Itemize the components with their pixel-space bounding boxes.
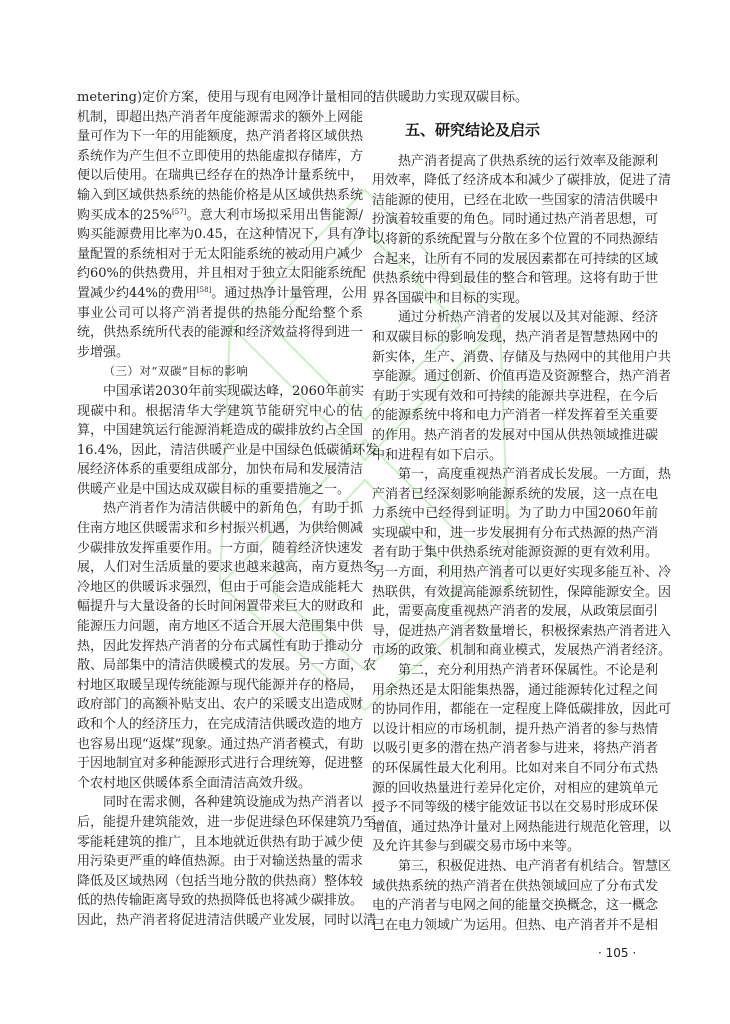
text-line: 中国承诺2030年前实现碳达峰，2060年前实 <box>103 383 365 399</box>
paragraph <box>372 88 658 108</box>
text-line: 洁能源的使用，已经在北欧一些国家的清洁供暖中 <box>372 192 659 208</box>
text-line: 有助于实现有效和可持续的能源共享进程，在今后 <box>372 388 659 404</box>
text-line: 电的产消者与电网之间的能量交换概念，这一概念 <box>372 898 659 914</box>
text-line: 的协同作用，都能在一定程度上降低碳排放，因此可 <box>372 702 672 718</box>
text-line: 展经济体系的重要组成部分，加快布局和发展清洁 <box>77 462 364 478</box>
text-line: 政和个人的经济压力，在完成清洁供暖改造的地方 <box>77 717 364 732</box>
text-line: 用余热还是太阳能集热器，通过能源转化过程之间 <box>372 682 659 698</box>
paragraph <box>372 308 672 465</box>
text-line: 以设计相应的市场机制，提升热产消者的参与热情 <box>372 721 659 737</box>
text-line: 机制，即超出热产消者年度能源需求的额外上网能 <box>77 109 364 125</box>
text-line: 增值，通过热净计量对上网热能进行规范化管理，以 <box>372 819 672 835</box>
text-line: 算，中国建筑运行能源消耗造成的碳排放约占全国 <box>77 423 364 439</box>
text-line: 能源压力问题，南方地区不适合开展大范围集中供 <box>77 619 364 635</box>
text-line: 住南方地区供暖需求和乡村振兴机遇，为供给侧减 <box>77 521 364 537</box>
text-line: 因此，热产消者将促进清洁供暖产业发展，同时以清 <box>77 912 377 928</box>
text-line: 的作用。热产消者的发展对中国从供热领域推进碳 <box>372 427 659 443</box>
text-line: 以将新的系统配置与分散在多个位置的不同热源结 <box>372 231 659 247</box>
text-line: 幅提升与大量设备的长时间闲置带来巨大的财政和 <box>77 599 364 615</box>
text-line: 供暖产业是中国达成双碳目标的重要措施之一。 <box>77 481 351 497</box>
text-line: 及允许其参与到碳交易市场中来等。 <box>372 839 581 855</box>
text-line: 冷地区的供暖诉求强烈，但由于可能会造成能耗大 <box>77 579 364 595</box>
paragraph <box>77 382 379 500</box>
text-line: 热产消者提高了供热系统的运行效率及能源利 <box>398 153 659 169</box>
text-line: 现碳中和。根据清华大学建筑节能研究中心的估 <box>77 403 363 419</box>
paragraph <box>372 857 672 935</box>
text-line: 通过分析热产消者的发展以及其对能源、经济 <box>398 310 659 326</box>
text-line: 降低及区域热网（包括当地分散的供热商）整体较 <box>77 873 364 889</box>
text-line: 零能耗建筑的推广，且本地就近供热有助于减少使 <box>77 834 364 850</box>
text-line: 享能源。通过创新、价值再造及资源整合，热产消者 <box>372 369 672 385</box>
text-line: 热联供，有效提高能源系统韧性，保障能源安全。因 <box>372 584 672 600</box>
text-line: 输入到区域供热系统的热能价格是从区域供热系统 <box>77 187 364 203</box>
text-line: 源的回收热量进行差异化定价，对相应的建筑单元 <box>372 780 659 796</box>
text-line: 此，需要高度重视热产消者的发展，从政策层面引 <box>372 604 659 620</box>
paragraph <box>77 499 377 793</box>
text-line: 以吸引更多的潜在热产消者参与进来，将热产消者 <box>372 741 659 757</box>
text-line: 用污染更严重的峰值热源。由于对输送热量的需求 <box>77 854 364 870</box>
text-line: 展，人们对生活质量的要求也越来越高，南方夏热冬 <box>77 560 377 576</box>
text-line: 第三，积极促进热、电产消者有机结合。智慧区 <box>398 858 672 874</box>
text-line: 购买能源费用比率为0.45，在这种情况下，具有净计 <box>77 227 379 243</box>
text-line: 约60%的供热费用，并且相对于独立太阳能系统配 <box>77 266 366 282</box>
text-line: metering)定价方案，使用与现有电网净计量相同的 <box>77 90 377 105</box>
text-line: 16.4%，因此，清洁供暖产业是中国绿色低碳循环发 <box>77 442 379 458</box>
text-line: 购买成本的25%[57]。意大利市场拟采用出售能源/ <box>77 207 363 223</box>
text-line: 中和进程有如下启示。 <box>372 447 503 463</box>
text-line: 扮演着较重要的角色。同时通过热产消者思想，可 <box>372 212 659 228</box>
paragraph <box>372 152 672 309</box>
page-number: · 105 · <box>598 946 637 960</box>
text-line: 事业公司可以将产消者提供的热能分配给整个系 <box>77 305 363 321</box>
text-line: 村地区取暖呈现传统能源与现代能源并存的格局， <box>77 677 364 693</box>
text-line: 热产消者作为清洁供暖中的新角色，有助于抓 <box>103 501 364 517</box>
text-line: 导，促进热产消者数量增长，积极探索热产消者进入 <box>372 623 672 639</box>
right-column <box>372 88 672 935</box>
text-line: 个农村地区供暖体系全面清洁高效升级。 <box>77 775 312 791</box>
text-line: 界各国碳中和目标的实现。 <box>372 290 529 306</box>
text-line: 系统作为产生但不立即使用的热能虚拟存储库，方 <box>77 148 364 164</box>
text-line: 用效率，降低了经济成本和减少了碳排放，促进了清 <box>372 173 672 189</box>
paragraph <box>77 793 377 930</box>
text-line: 产消者已经深刻影响能源系统的发展，这一点在电 <box>372 486 659 502</box>
text-line: 合起来，让所有不同的发展因素都在可持续的区域 <box>372 251 659 267</box>
text-line: 市场的政策、机制和商业模式，发展热产消者经济。 <box>372 643 672 659</box>
text-line: 步增强。 <box>77 344 130 360</box>
text-line: 政府部门的高额补贴支出、农户的采暖支出造成财 <box>77 697 364 713</box>
text-line: 的能源系统中将和电力产消者一样发挥着至关重要 <box>372 408 659 424</box>
section-heading: 五、研究结论及启示 <box>405 120 541 139</box>
text-line: 量配置的系统相对于无太阳能系统的被动用户减少 <box>77 246 364 262</box>
text-line: 统，供热系统所代表的能源和经济效益将得到进一 <box>77 325 364 341</box>
text-line: 后，能提升建筑能效，进一步促进绿色环保建筑乃至 <box>77 814 377 830</box>
text-line: 第一，高度重视热产消者成长发展。一方面，热 <box>398 467 672 483</box>
text-line: 实现碳中和，进一步发展拥有分布式热源的热产消 <box>372 525 659 541</box>
text-line: 散、局部集中的清洁供暖模式的发展。另一方面，农 <box>77 658 377 674</box>
text-line: 的环保属性最大化利用。比如对来自不同分布式热 <box>372 761 659 776</box>
paragraph <box>77 88 379 362</box>
text-line: 热，因此发挥热产消者的分布式属性有助于推动分 <box>77 638 364 654</box>
text-line: 低的热传输距离导致的热损降低也将减少碳排放。 <box>77 893 364 909</box>
citation-ref: [58] <box>196 285 212 294</box>
paragraph <box>372 465 672 661</box>
text-line: 和双碳目标的影响发现，热产消者是智慧热网中的 <box>372 329 659 345</box>
text-line: 量可作为下一年的用能额度，热产消者将区域供热 <box>77 129 364 145</box>
text-line: 新实体，生产、消费、存储及与热网中的其他用户共 <box>372 349 672 365</box>
text-line: 域供热系统的热产消者在供热领域回应了分布式发 <box>372 878 659 894</box>
text-line: 便以后使用。在瑞典已经存在的热净计量系统中， <box>77 168 364 184</box>
text-line: 同时在需求侧，各种建筑设施成为热产消者以 <box>103 795 364 811</box>
text-line: 力系统中已经得到证明。为了助力中国2060年前 <box>372 506 658 522</box>
text-line: 于因地制宜对多种能源形式进行合理统筹，促进整 <box>77 756 364 772</box>
text-line: 授予不同等级的楼宇能效证书以在交易时形成环保 <box>372 800 659 816</box>
paragraph <box>372 661 672 857</box>
text-line: 者有助于集中供热系统对能源资源的更有效利用。 <box>372 545 659 561</box>
text-line: 第二，充分利用热产消者环保属性。不论是利 <box>398 663 659 679</box>
text-line: 少碳排放发挥重要作用。一方面，随着经济快速发 <box>77 540 364 556</box>
left-column <box>77 88 379 931</box>
subsection-heading: （三）对“双碳”目标的影响 <box>103 364 249 379</box>
citation-ref: [57] <box>172 207 187 216</box>
text-line: 也容易出现“返煤”现象。通过热产消者模式，有助 <box>77 736 364 752</box>
text-line: 洁供暖助力实现双碳目标。 <box>372 90 529 105</box>
text-line: 供热系统中得到最佳的整合和管理。这将有助于世 <box>372 271 659 287</box>
text-line: 置减少约44%的费用[58]。通过热净计量管理，公用 <box>77 285 368 301</box>
text-line: 另一方面，利用热产消者可以更好实现多能互补、冷 <box>372 565 672 581</box>
text-line: 已在电力领域广为运用。但热、电产消者并不是相 <box>372 917 659 933</box>
